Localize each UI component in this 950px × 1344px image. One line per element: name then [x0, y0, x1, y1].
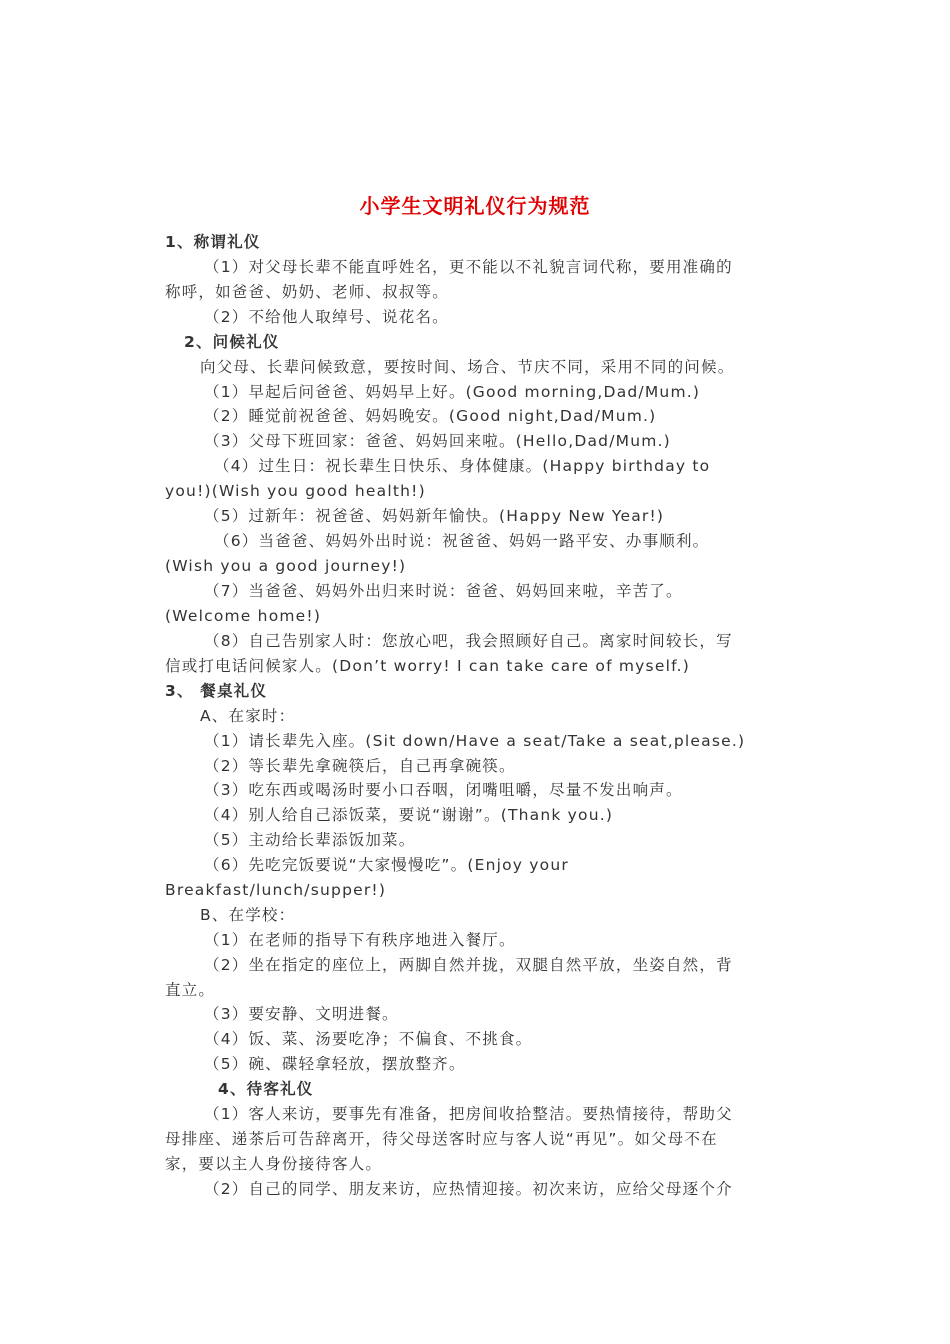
document-title: 小学生文明礼仪行为规范 [359, 194, 591, 218]
paragraph-line: （3）吃东西或喝汤时要小口吞咽，闭嘴咀嚼，尽量不发出响声。 [204, 781, 683, 799]
paragraph-line: （2）坐在指定的座位上，两脚自然并拢，双腿自然平放，坐姿自然，背 [204, 956, 733, 974]
subsection-heading: A、在家时： [200, 707, 296, 725]
section-heading: 2、问候礼仪 [184, 333, 280, 351]
paragraph-line: Breakfast/lunch/supper!) [165, 881, 387, 899]
subsection-heading: B、在学校： [200, 906, 296, 924]
paragraph-line: （8）自己告别家人时：您放心吧，我会照顾好自己。离家时间较长，写 [204, 632, 733, 650]
paragraph-line: （2）睡觉前祝爸爸、妈妈晚安。(Good night,Dad/Mum.) [204, 407, 657, 425]
section-heading: 1、称谓礼仪 [165, 233, 261, 251]
section-heading: 3、 餐桌礼仪 [165, 682, 268, 700]
paragraph-line: （6）当爸爸、妈妈外出时说：祝爸爸、妈妈一路平安、办事顺利。 [214, 532, 710, 550]
section-heading: 4、待客礼仪 [218, 1080, 314, 1098]
paragraph-line: （6）先吃完饭要说“大家慢慢吃”。(Enjoy your [204, 856, 569, 874]
paragraph-line: （5）过新年：祝爸爸、妈妈新年愉快。(Happy New Year!) [204, 507, 665, 525]
paragraph-line: you!)(Wish you good health!) [165, 482, 426, 500]
paragraph-line: （5）碗、碟轻拿轻放，摆放整齐。 [204, 1055, 466, 1073]
paragraph-line: (Welcome home!) [165, 607, 322, 625]
paragraph-line: 母排座、递茶后可告辞离开，待父母送客时应与客人说“再见”。如父母不在 [165, 1130, 718, 1148]
paragraph-line: （2）自己的同学、朋友来访，应热情迎接。初次来访，应给父母逐个介 [204, 1180, 733, 1198]
paragraph-line: (Wish you a good journey!) [165, 557, 407, 575]
paragraph-line: （1）客人来访，要事先有准备，把房间收拾整洁。要热情接待，帮助父 [204, 1105, 733, 1123]
paragraph-line: 家，要以主人身份接待客人。 [165, 1155, 383, 1173]
paragraph-line: 信或打电话问候家人。(Don’t worry! I can take care of myself.) [165, 657, 690, 675]
paragraph-line: 向父母、长辈问候致意，要按时间、场合、节庆不同，采用不同的问候。 [200, 358, 735, 376]
paragraph-line: （7）当爸爸、妈妈外出归来时说：爸爸、妈妈回来啦，辛苦了。 [204, 582, 683, 600]
paragraph-line: （1）对父母长辈不能直呼姓名，更不能以不礼貌言词代称，要用准确的 [204, 258, 733, 276]
paragraph-line: （2）等长辈先拿碗筷后，自己再拿碗筷。 [204, 757, 516, 775]
paragraph-line: （1）在老师的指导下有秩序地进入餐厅。 [204, 931, 516, 949]
paragraph-line: （4）过生日：祝长辈生日快乐、身体健康。(Happy birthday to [214, 457, 711, 475]
paragraph-line: （5）主动给长辈添饭加菜。 [204, 831, 416, 849]
paragraph-line: （2）不给他人取绰号、说花名。 [204, 308, 449, 326]
paragraph-line: （1）请长辈先入座。(Sit down/Have a seat/Take a seat,please.) [204, 732, 746, 750]
paragraph-line: （3）要安静、文明进餐。 [204, 1005, 399, 1023]
paragraph-line: （3）父母下班回家：爸爸、妈妈回来啦。(Hello,Dad/Mum.) [204, 432, 671, 450]
paragraph-line: （4）别人给自己添饭菜，要说“谢谢”。(Thank you.) [204, 806, 614, 824]
paragraph-line: （4）饭、菜、汤要吃净；不偏食、不挑食。 [204, 1030, 533, 1048]
paragraph-line: 直立。 [165, 981, 216, 999]
paragraph-line: （1）早起后问爸爸、妈妈早上好。(Good morning,Dad/Mum.) [204, 383, 701, 401]
paragraph-line: 称呼，如爸爸、奶奶、老师、叔叔等。 [165, 283, 449, 301]
